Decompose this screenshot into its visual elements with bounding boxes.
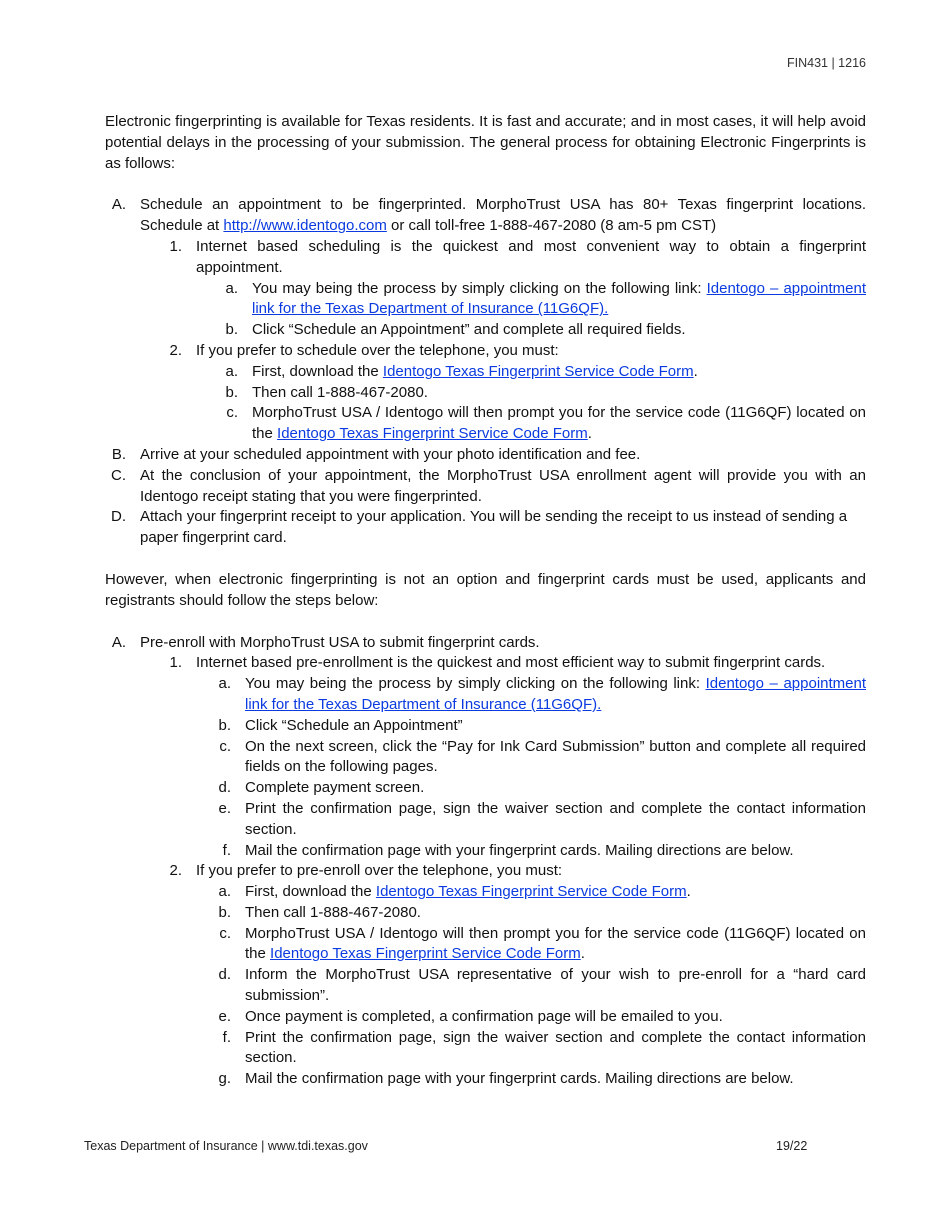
footer-page-number: 19/22 (776, 1139, 808, 1153)
list-item-cards-a1f: f. Mail the confirmation page with your fingerprint cards. Mailing directions are below. (105, 841, 866, 862)
list-marker: C. (111, 466, 126, 484)
list-marker: f. (222, 1028, 231, 1046)
list-marker: f. (222, 841, 231, 859)
list-marker: 1. (169, 654, 182, 672)
list-marker: c. (219, 737, 231, 755)
list-marker: c. (226, 404, 238, 422)
service-code-form-link[interactable]: Identogo Texas Fingerprint Service Code Form (270, 945, 581, 963)
list-item-cards-a2c: c. MorphoTrust USA / Identogo will then prompt you for the service code (11G6QF) located on the Identogo Texas Fingerprint Service Code Form. (105, 924, 866, 966)
list-marker: d. (218, 779, 231, 797)
footer-org: Texas Department of Insurance | www.tdi.texas.gov (84, 1139, 368, 1153)
identogo-appointment-link[interactable]: Identogo – appointment link for the Texas Department of Insurance (11G6QF). (252, 279, 867, 318)
list-marker: a. (218, 675, 231, 693)
list-marker: 2. (169, 341, 182, 359)
list-marker: d. (218, 966, 231, 984)
list-item-electronic-a2c: c. MorphoTrust USA / Identogo will then prompt you for the service code (11G6QF) located on the Identogo Texas Fingerprint Service Code Form. (105, 403, 866, 445)
list-item-cards-a2f: f. Print the confirmation page, sign the waiver section and complete the contact information section. (105, 1028, 866, 1070)
list-marker: g. (218, 1070, 231, 1088)
list-item-electronic-a1b: b. Click “Schedule an Appointment” and complete all required fields. (105, 320, 866, 341)
list-marker: b. (225, 321, 238, 339)
list-marker: c. (219, 924, 231, 942)
list-item-electronic-d: D. Attach your fingerprint receipt to your application. You will be sending the receipt to us instead of sending a paper fingerprint card. (105, 507, 866, 549)
list-item-cards-a1b: b. Click “Schedule an Appointment” (105, 716, 866, 737)
service-code-form-link[interactable]: Identogo Texas Fingerprint Service Code Form (277, 425, 588, 443)
list-item-electronic-b: B. Arrive at your scheduled appointment with your photo identification and fee. (105, 445, 866, 466)
list-marker: a. (218, 883, 231, 901)
list-item-cards-a2b: b. Then call 1-888-467-2080. (105, 903, 866, 924)
list-item-electronic-a1: 1. Internet based scheduling is the quickest and most convenient way to obtain a fingerprint appointment. (105, 237, 866, 279)
identogo-website-link[interactable]: http://www.identogo.com (223, 217, 387, 235)
list-item-electronic-a2: 2. If you prefer to schedule over the telephone, you must: (105, 341, 866, 362)
list-marker: e. (218, 1007, 231, 1025)
list-item-electronic-a: A. Schedule an appointment to be fingerprinted. MorphoTrust USA has 80+ Texas fingerprint locations. Schedule at http://www.identogo.com or call toll-free 1-888-467-2080 (8 am-5 pm CST) (105, 195, 866, 237)
list-item-electronic-a1a: a. You may being the process by simply clicking on the following link: Identogo – appointment link for the Texas Department of Insurance (11G6QF). (105, 279, 866, 321)
list-marker: b. (218, 716, 231, 734)
list-item-cards-a2a: a. First, download the Identogo Texas Fingerprint Service Code Form. (105, 882, 866, 903)
list-item-cards-a1e: e. Print the confirmation page, sign the waiver section and complete the contact information section. (105, 799, 866, 841)
header-doc-code: FIN431 | 1216 (787, 56, 866, 70)
list-item-cards-a: A. Pre-enroll with MorphoTrust USA to submit fingerprint cards. (105, 633, 866, 654)
list-marker: b. (218, 903, 231, 921)
list-item-electronic-a2b: b. Then call 1-888-467-2080. (105, 383, 866, 404)
list-item-electronic-c: C. At the conclusion of your appointment, the MorphoTrust USA enrollment agent will provide you with an Identogo receipt stating that you were fingerprinted. (105, 466, 866, 508)
list-item-cards-a1a: a. You may being the process by simply clicking on the following link: Identogo – appointment link for the Texas Department of Insurance (11G6QF). (105, 674, 866, 716)
list-item-electronic-a2a: a. First, download the Identogo Texas Fingerprint Service Code Form. (105, 362, 866, 383)
intro-paragraph: Electronic fingerprinting is available for Texas residents. It is fast and accurate; and in most cases, it will help avoid potential delays in the processing of your submission. The general process for obtaining Electronic Fingerprints is as follows: (105, 113, 866, 172)
list-item-cards-a2d: d. Inform the MorphoTrust USA representative of your wish to pre-enroll for a “hard card submission”. (105, 965, 866, 1007)
list-marker: e. (218, 799, 231, 817)
list-item-cards-a1d: d. Complete payment screen. (105, 778, 866, 799)
list-marker: 1. (169, 237, 182, 255)
identogo-appointment-link[interactable]: Identogo – appointment link for the Texas Department of Insurance (11G6QF). (245, 675, 867, 713)
list-marker: B. (111, 445, 126, 463)
list-marker: A. (111, 196, 126, 214)
list-marker: A. (111, 633, 126, 651)
list-marker: 2. (169, 862, 182, 880)
list-marker: b. (225, 383, 238, 401)
list-item-cards-a2e: e. Once payment is completed, a confirmation page will be emailed to you. (105, 1007, 866, 1028)
list-marker: a. (225, 279, 238, 297)
list-item-cards-a2: 2. If you prefer to pre-enroll over the telephone, you must: (105, 861, 866, 882)
list-marker: a. (225, 362, 238, 380)
service-code-form-link[interactable]: Identogo Texas Fingerprint Service Code Form (382, 362, 694, 380)
however-paragraph: However, when electronic fingerprinting is not an option and fingerprint cards must be used, applicants and registrants should follow the steps below: (105, 570, 866, 609)
list-item-cards-a2g: g. Mail the confirmation page with your fingerprint cards. Mailing directions are below. (105, 1069, 866, 1090)
list-item-cards-a1: 1. Internet based pre-enrollment is the quickest and most efficient way to submit fingerprint cards. (105, 653, 866, 674)
list-item-cards-a1c: c. On the next screen, click the “Pay for Ink Card Submission” button and complete all required fields on the following pages. (105, 737, 866, 779)
document-body (105, 112, 866, 1090)
service-code-form-link[interactable]: Identogo Texas Fingerprint Service Code Form (375, 883, 687, 901)
list-marker: D. (111, 508, 126, 526)
